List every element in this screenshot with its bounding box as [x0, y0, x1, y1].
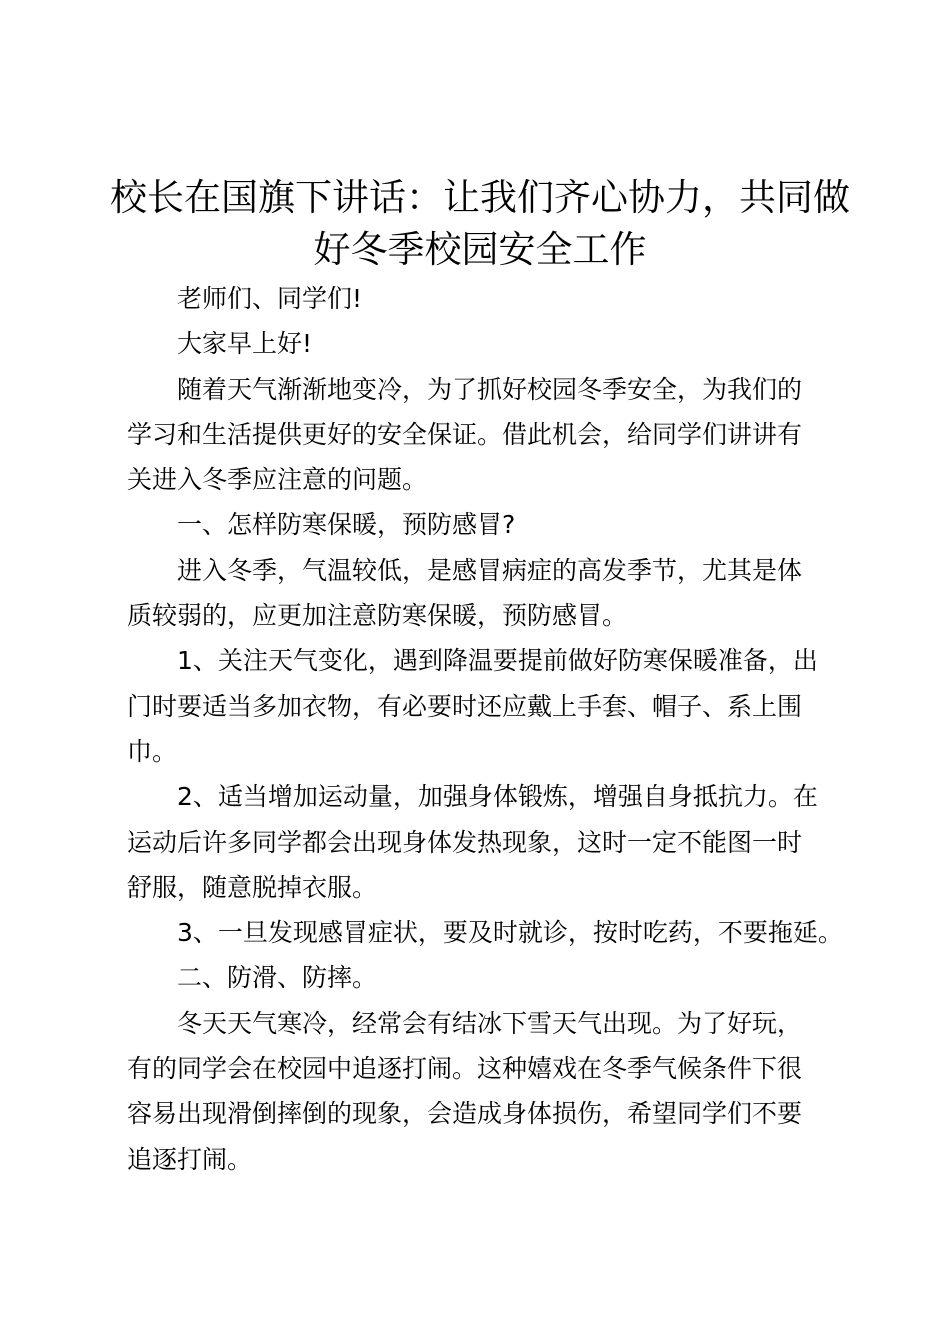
text-line: 2、适当增加运动量，加强身体锻炼，增强自身抵抗力。在 [177, 782, 818, 812]
list-item-paragraph [127, 910, 847, 955]
text-line: 有的同学会在校园中追逐打闹。这种嬉戏在冬季气候条件下很 [127, 1054, 803, 1084]
greeting-paragraph [127, 276, 847, 321]
document-body [127, 276, 847, 1182]
list-item-paragraph [127, 774, 847, 910]
text-line: 巾。 [127, 736, 178, 766]
body-paragraph [127, 1001, 847, 1182]
text-line: 冬天天气寒冷，经常会有结冰下雪天气出现。为了好玩， [177, 1008, 803, 1038]
text-line: 学习和生活提供更好的安全保证。借此机会，给同学们讲讲有 [127, 419, 803, 449]
text-line: 1、关注天气变化，遇到降温要提前做好防寒保暖准备，出 [177, 646, 818, 676]
text-line: 质较弱的，应更加注意防寒保暖，预防感冒。 [127, 601, 628, 631]
text-line: 运动后许多同学都会出现身体发热现象，这时一定不能图一时 [127, 827, 803, 857]
text-line: 舒服，随意脱掉衣服。 [127, 872, 378, 902]
body-paragraph [127, 548, 847, 639]
title-line: 好冬季校园安全工作 [313, 228, 647, 271]
text-line: 进入冬季，气温较低，是感冒病症的高发季节，尤其是体 [177, 555, 803, 585]
text-line: 3、一旦发现感冒症状，要及时就诊，按时吃药，不要拖延。 [177, 918, 843, 948]
text-line: 容易出现滑倒摔倒的现象，会造成身体损伤，希望同学们不要 [127, 1099, 803, 1129]
text-line: 大家早上好! [177, 329, 313, 359]
greeting-paragraph [127, 321, 847, 366]
text-line: 一、怎样防寒保暖，预防感冒? [177, 510, 516, 540]
body-paragraph [127, 367, 847, 503]
text-line: 二、防滑、防摔。 [177, 963, 378, 993]
text-line: 老师们、同学们! [177, 284, 363, 313]
section-heading [127, 502, 847, 547]
text-line: 关进入冬季应注意的问题。 [127, 465, 428, 495]
list-item-paragraph [127, 638, 847, 774]
text-line: 门时要适当多加衣物，有必要时还应戴上手套、帽子、系上围 [127, 691, 803, 721]
text-line: 追逐打闹。 [127, 1144, 253, 1174]
section-heading [127, 955, 847, 1000]
title-line: 校长在国旗下讲话：让我们齐心协力，共同做 [110, 176, 850, 219]
document-title [110, 172, 850, 276]
text-line: 随着天气渐渐地变冷，为了抓好校园冬季安全，为我们的 [177, 374, 803, 404]
